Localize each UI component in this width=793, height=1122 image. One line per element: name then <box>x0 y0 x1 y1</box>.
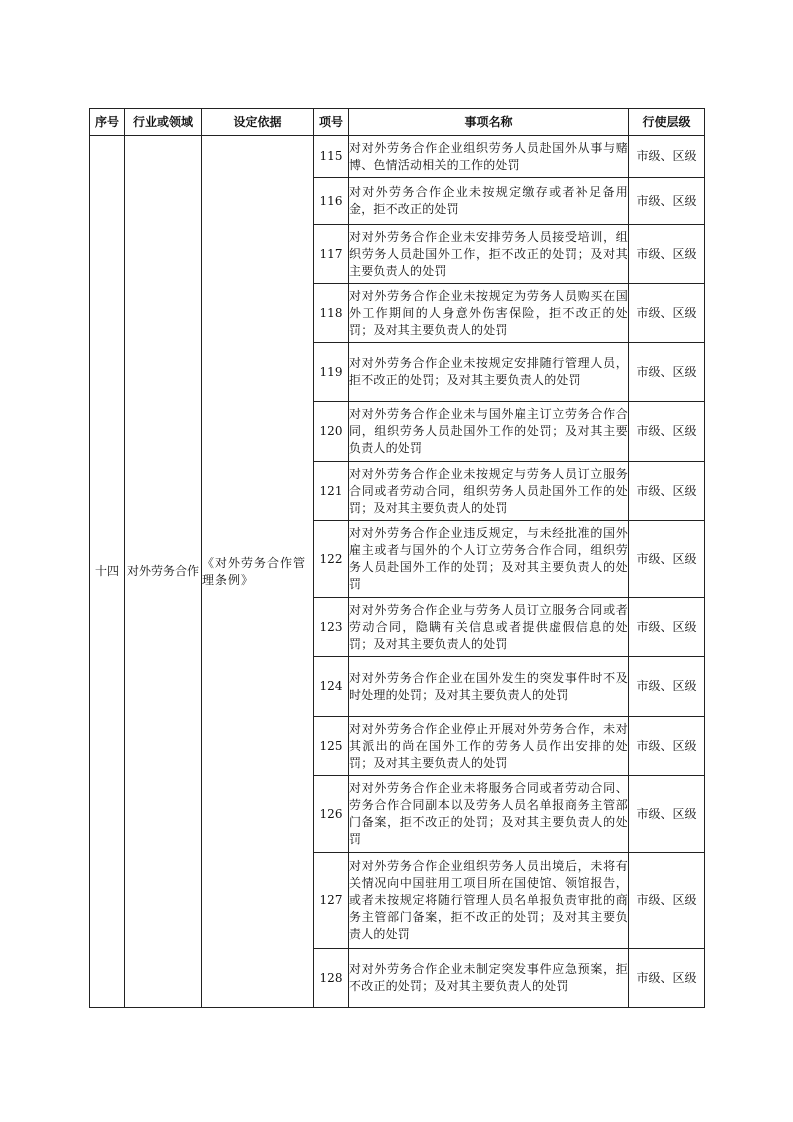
level-cell: 市级、区级 <box>629 949 705 1008</box>
item-no-cell: 125 <box>314 717 349 776</box>
item-no-cell: 117 <box>314 225 349 284</box>
level-cell: 市级、区级 <box>629 657 705 717</box>
level-cell: 市级、区级 <box>629 343 705 402</box>
penalty-items-table <box>89 108 705 1008</box>
table-row <box>90 136 705 178</box>
header-level: 行使层级 <box>629 109 705 136</box>
item-no-cell: 115 <box>314 136 349 178</box>
matter-cell: 对对外劳务合作企业组织劳务人员赴国外从事与赌博、色情活动相关的工作的处罚 <box>349 136 629 178</box>
group-basis-cell: 《对外劳务合作管理条例》 <box>202 136 314 1008</box>
matter-cell: 对对外劳务合作企业未安排劳务人员接受培训，组织劳务人员赴国外工作，拒不改正的处罚；及对其主要负责人的处罚 <box>349 225 629 284</box>
header-field: 行业或领域 <box>125 109 202 136</box>
level-cell: 市级、区级 <box>629 598 705 657</box>
level-cell: 市级、区级 <box>629 402 705 462</box>
level-cell: 市级、区级 <box>629 717 705 776</box>
matter-cell: 对对外劳务合作企业未按规定与劳务人员订立服务合同或者劳动合同，组织劳务人员赴国外工作的处罚；及对其主要负责人的处罚 <box>349 462 629 521</box>
matter-cell: 对对外劳务合作企业未按规定为劳务人员购买在国外工作期间的人身意外伤害保险，拒不改正的处罚；及对其主要负责人的处罚 <box>349 284 629 343</box>
table-header-row <box>90 109 705 136</box>
item-no-cell: 121 <box>314 462 349 521</box>
item-no-cell: 126 <box>314 776 349 853</box>
item-no-cell: 127 <box>314 853 349 949</box>
matter-cell: 对对外劳务合作企业未按规定安排随行管理人员，拒不改正的处罚；及对其主要负责人的处罚 <box>349 343 629 402</box>
matter-cell: 对对外劳务合作企业违反规定，与未经批准的国外雇主或者与国外的个人订立劳务合作合同，组织劳务人员赴国外工作的处罚；及对其主要负责人的处罚 <box>349 521 629 598</box>
matter-cell: 对对外劳务合作企业在国外发生的突发事件时不及时处理的处罚；及对其主要负责人的处罚 <box>349 657 629 717</box>
header-matter: 事项名称 <box>349 109 629 136</box>
item-no-cell: 123 <box>314 598 349 657</box>
header-basis: 设定依据 <box>202 109 314 136</box>
group-field-cell: 对外劳务合作 <box>125 136 202 1008</box>
header-seq: 序号 <box>90 109 125 136</box>
level-cell: 市级、区级 <box>629 521 705 598</box>
matter-cell: 对对外劳务合作企业未与国外雇主订立劳务合作合同，组织劳务人员赴国外工作的处罚；及对其主要负责人的处罚 <box>349 402 629 462</box>
level-cell: 市级、区级 <box>629 462 705 521</box>
matter-cell: 对对外劳务合作企业未按规定缴存或者补足备用金，拒不改正的处罚 <box>349 178 629 225</box>
level-cell: 市级、区级 <box>629 178 705 225</box>
item-no-cell: 122 <box>314 521 349 598</box>
level-cell: 市级、区级 <box>629 284 705 343</box>
level-cell: 市级、区级 <box>629 776 705 853</box>
item-no-cell: 119 <box>314 343 349 402</box>
item-no-cell: 116 <box>314 178 349 225</box>
matter-cell: 对对外劳务合作企业未制定突发事件应急预案，拒不改正的处罚；及对其主要负责人的处罚 <box>349 949 629 1008</box>
table-body <box>90 136 705 1008</box>
item-no-cell: 120 <box>314 402 349 462</box>
level-cell: 市级、区级 <box>629 225 705 284</box>
matter-cell: 对对外劳务合作企业与劳务人员订立服务合同或者劳动合同，隐瞒有关信息或者提供虚假信息的处罚；及对其主要负责人的处罚 <box>349 598 629 657</box>
item-no-cell: 118 <box>314 284 349 343</box>
matter-cell: 对对外劳务合作企业停止开展对外劳务合作，未对其派出的尚在国外工作的劳务人员作出安排的处罚；及对其主要负责人的处罚 <box>349 717 629 776</box>
matter-cell: 对对外劳务合作企业组织劳务人员出境后，未将有关情况向中国驻用工项目所在国使馆、领馆报告，或者未按规定将随行管理人员名单报负责审批的商务主管部门备案，拒不改正的处罚；及对其主要负责人的处罚 <box>349 853 629 949</box>
level-cell: 市级、区级 <box>629 853 705 949</box>
item-no-cell: 128 <box>314 949 349 1008</box>
level-cell: 市级、区级 <box>629 136 705 178</box>
item-no-cell: 124 <box>314 657 349 717</box>
group-seq-cell: 十四 <box>90 136 125 1008</box>
matter-cell: 对对外劳务合作企业未将服务合同或者劳动合同、劳务合作合同副本以及劳务人员名单报商务主管部门备案，拒不改正的处罚；及对其主要负责人的处罚 <box>349 776 629 853</box>
header-item-no: 项号 <box>314 109 349 136</box>
